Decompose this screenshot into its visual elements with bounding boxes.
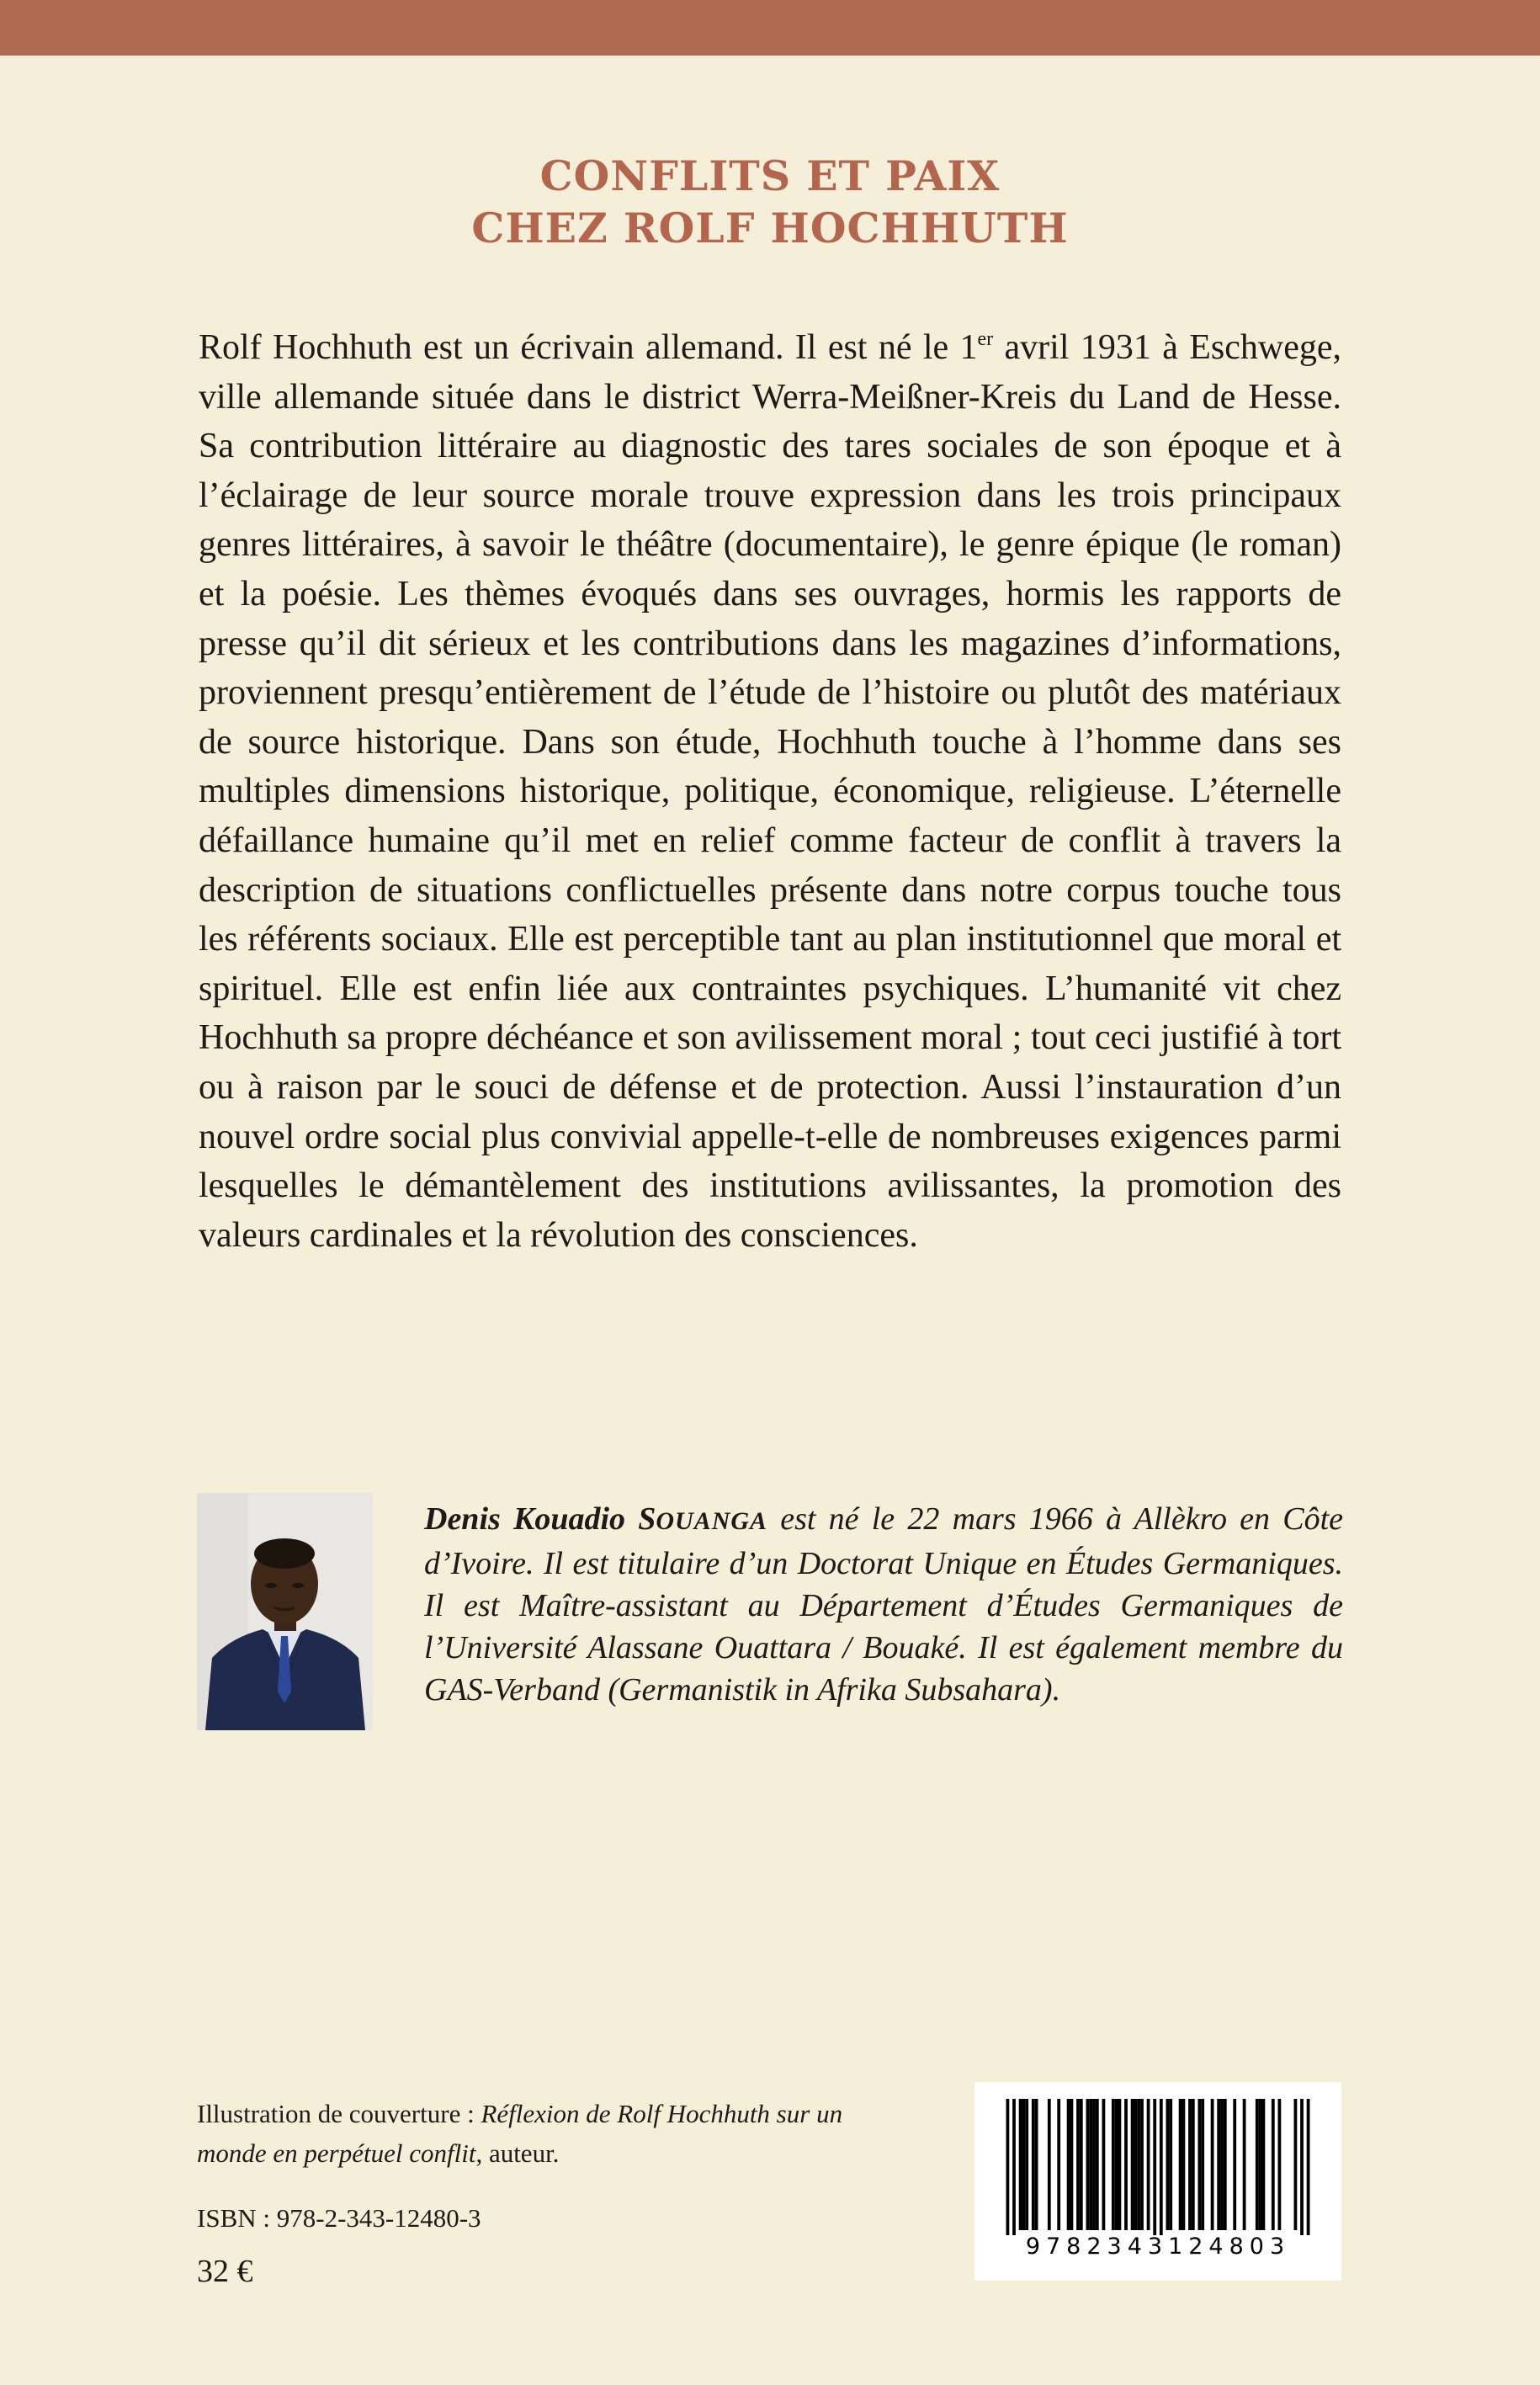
barcode-bar xyxy=(1256,2099,1259,2230)
barcode-bar xyxy=(1233,2099,1236,2230)
barcode-bar xyxy=(1217,2099,1220,2230)
barcode-bar xyxy=(1294,2099,1298,2230)
author-bio xyxy=(424,1498,1343,1711)
credit-label: Illustration de couverture : xyxy=(197,2099,481,2128)
barcode-bar xyxy=(1012,2099,1016,2235)
title-line-1: CONFLITS ET PAIX xyxy=(539,151,1001,200)
barcode-digits: 9782343124803 xyxy=(1025,2234,1291,2260)
barcode-bar xyxy=(1092,2099,1096,2230)
title-line-2: CHEZ ROLF HOCHHUTH xyxy=(471,204,1069,252)
barcode-bar xyxy=(1096,2099,1099,2230)
barcode-bar xyxy=(1086,2099,1090,2230)
barcode-bar xyxy=(1160,2099,1163,2235)
barcode-bar xyxy=(1153,2099,1156,2235)
summary-part-1: Rolf Hochhuth est un écrivain allemand. Il est né le 1 xyxy=(199,328,978,367)
barcode-bar xyxy=(1115,2099,1118,2230)
barcode-bar xyxy=(1134,2099,1138,2230)
author-name xyxy=(424,1501,767,1537)
barcode-bar xyxy=(1032,2099,1035,2230)
barcode-bar xyxy=(1192,2099,1195,2230)
barcode-bar xyxy=(1243,2099,1246,2230)
barcode-bar xyxy=(1259,2099,1262,2230)
author-first-names: Denis Kouadio xyxy=(424,1501,639,1537)
barcode-bar xyxy=(1076,2099,1080,2230)
barcode-bar xyxy=(1112,2099,1115,2230)
barcode-bar xyxy=(1057,2099,1060,2230)
barcode-bar xyxy=(1220,2099,1224,2230)
barcode-bar xyxy=(1262,2099,1266,2230)
credit-work-title: Réflexion de Rolf Hochhuth sur un monde en perpétuel conflit xyxy=(197,2099,843,2168)
barcode-bar xyxy=(1307,2099,1310,2235)
barcode-bar xyxy=(1067,2099,1070,2230)
author-surname-initial: S xyxy=(638,1501,656,1537)
book-summary xyxy=(199,323,1341,1260)
barcode-bar xyxy=(1272,2099,1275,2230)
barcode-bar xyxy=(1102,2099,1106,2230)
barcode-bar xyxy=(1048,2099,1051,2230)
price: 32 € xyxy=(197,2254,253,2289)
book-title xyxy=(0,150,1540,254)
barcode-bar xyxy=(1140,2099,1144,2230)
barcode-bar xyxy=(1179,2099,1182,2230)
barcode-bar xyxy=(1019,2099,1022,2230)
barcode-bar xyxy=(1224,2099,1227,2230)
barcode-bar xyxy=(1131,2099,1134,2230)
author-photo xyxy=(197,1493,373,1730)
barcode-bar xyxy=(1201,2099,1204,2230)
summary-superscript: er xyxy=(977,328,994,350)
credit-suffix: , auteur. xyxy=(475,2138,560,2168)
barcode-bar xyxy=(1188,2099,1192,2230)
barcode-bar xyxy=(1022,2099,1026,2230)
barcode-bar xyxy=(1169,2099,1172,2230)
cover-illustration-credit xyxy=(197,2094,887,2173)
barcode-bar xyxy=(1182,2099,1186,2230)
barcode-bar xyxy=(1198,2099,1202,2230)
isbn: ISBN : 978-2-343-12480-3 xyxy=(197,2203,481,2233)
barcode-bar xyxy=(1124,2099,1128,2230)
barcode-bar xyxy=(1006,2099,1010,2235)
barcode-bar xyxy=(1166,2099,1170,2230)
barcode-bar xyxy=(1278,2099,1282,2230)
barcode-bar xyxy=(1300,2099,1304,2235)
author-surname-rest: OUANGA xyxy=(656,1507,768,1535)
barcode-bar xyxy=(1035,2099,1038,2230)
barcode-bar xyxy=(1089,2099,1092,2230)
barcode-bar xyxy=(1118,2099,1122,2230)
barcode-bar xyxy=(1070,2099,1074,2230)
barcode-bar xyxy=(1080,2099,1083,2230)
author-bio-text: est né le 22 mars 1966 à Allèkro en Côte d’Ivoire. Il est titulaire d’un Doctorat Unique en Études Germaniques. Il est Maître-assistant au Département d’Études Germaniques de l’Université Alassane Ouattara / Bouaké. Il est également membre du GAS-Verband (Germanistik in Afrika Subsahara). xyxy=(424,1501,1343,1708)
barcode-bar xyxy=(1137,2099,1140,2230)
top-color-band xyxy=(0,0,1540,56)
barcode-bar xyxy=(1025,2099,1028,2230)
barcode xyxy=(974,2082,1341,2281)
barcode-bar xyxy=(1211,2099,1214,2230)
summary-part-2: avril 1931 à Eschwege, ville allemande située dans le district Werra-Meißner-Kreis du Land de Hesse. Sa contribution littéraire au diagnostic des tares sociales de son époque et à l’éclairage de leur source morale trouve expression dans les trois principaux genres littéraires, à savoir le théâtre (documentaire), le genre épique (le roman) et la poésie. Les thèmes évoqués dans ses ouvrages, hormis les rapports de presse qu’il dit sérieux et les contributions dans les magazines d’informations, proviennent presqu’entièrement de l’étude de l’histoire ou plutôt des matériaux de source historique. Dans son étude, Hochhuth touche à l’homme dans ses multiples dimensions historique, politique, économique, religieuse. L’éternelle défaillance humaine qu’il met en relief comme facteur de conflit à travers la description de situations conflictuelles présente dans notre corpus touche tous les référents sociaux. Elle est perceptible tant au plan institutionnel que moral et spirituel. Elle est enfin liée aux contraintes psychiques. L’humanité vit chez Hochhuth sa propre déchéance et son avilissement moral ; tout ceci justifié à tort ou à raison par le souci de défense et de protection. Aussi l’instauration d’un nouvel ordre social plus convivial appelle-t-elle de nombreuses exigences parmi lesquelles le démantèlement des institutions avilissantes, la promotion des valeurs cardinales et la révolution des consciences. xyxy=(199,328,1341,1255)
barcode-bar xyxy=(1147,2099,1150,2230)
